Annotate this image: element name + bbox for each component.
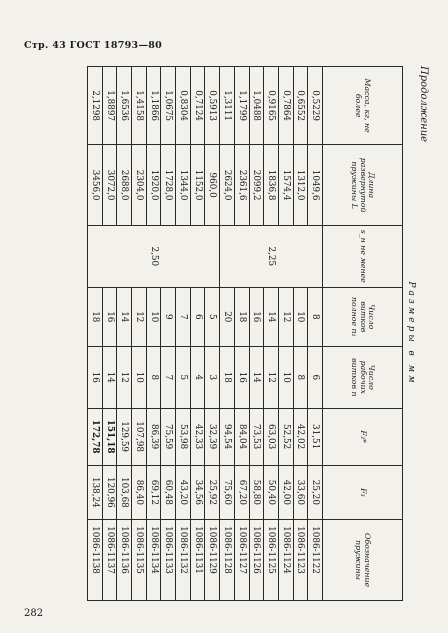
cell-length: 2361,6 (234, 145, 249, 226)
cell-f3: 75,60 (220, 465, 235, 520)
cell-length: 1152,0 (190, 145, 205, 226)
cell-mass: 0,7864 (278, 67, 293, 145)
cell-length: 960,0 (205, 145, 220, 226)
cell-n1: 5 (205, 287, 220, 346)
cell-mass: 0,6552 (293, 67, 308, 145)
page-header: Стр. 43 ГОСТ 18793—80 (24, 40, 163, 51)
cell-n1: 20 (220, 287, 235, 346)
cell-n: 10 (132, 346, 147, 408)
cell-n1: 16 (249, 287, 264, 346)
cell-n: 8 (293, 346, 308, 408)
cell-n: 16 (234, 346, 249, 408)
cell-f3-star: 84,04 (234, 408, 249, 465)
cell-code: 1086-1125 (264, 520, 279, 601)
table-row (205, 67, 220, 601)
cell-n: 6 (308, 346, 323, 408)
cell-length: 1920,0 (146, 145, 161, 226)
cell-f3-star: 73,53 (249, 408, 264, 465)
cell-length: 1344,0 (176, 145, 191, 226)
col-n1: Число витков полное n₁ (323, 287, 403, 346)
cell-length: 3456,0 (88, 145, 103, 226)
cell-length: 2624,0 (220, 145, 235, 226)
cell-f3-star: 42,02 (293, 408, 308, 465)
cell-length: 3072,0 (102, 145, 117, 226)
table-row (176, 67, 191, 601)
cell-code: 1086-1123 (293, 520, 308, 601)
cell-n1: 10 (146, 287, 161, 346)
cell-n1: 18 (88, 287, 103, 346)
cell-n1: 9 (161, 287, 176, 346)
cell-n1: 7 (176, 287, 191, 346)
cell-code: 1086-1128 (220, 520, 235, 601)
cell-f3: 33,60 (293, 465, 308, 520)
cell-mass: 1,8897 (102, 67, 117, 145)
cell-mass: 0,9165 (264, 67, 279, 145)
cell-mass: 1,1799 (234, 67, 249, 145)
cell-f3: 138,24 (88, 465, 103, 520)
cell-f3-star: 32,39 (205, 408, 220, 465)
cell-n: 12 (264, 346, 279, 408)
cell-length: 1574,4 (278, 145, 293, 226)
cell-f3: 69,12 (146, 465, 161, 520)
cell-f3: 103,68 (117, 465, 132, 520)
cell-length: 2099,2 (249, 145, 264, 226)
cell-f3-star: 151,18 (102, 408, 117, 465)
cell-f3: 120,96 (102, 465, 117, 520)
cell-mass: 1,1866 (146, 67, 161, 145)
table-row (132, 67, 147, 601)
table-row (146, 67, 161, 601)
table-row (190, 67, 205, 601)
cell-mass: 0,7124 (190, 67, 205, 145)
cell-s: 2,25 (220, 225, 323, 287)
cell-f3: 50,40 (264, 465, 279, 520)
cell-n1: 18 (234, 287, 249, 346)
table-row (117, 67, 132, 601)
cell-f3-star: 75,59 (161, 408, 176, 465)
cell-code: 1086-1126 (249, 520, 264, 601)
cell-f3-star: 31,51 (308, 408, 323, 465)
cell-f3-star: 52,52 (278, 408, 293, 465)
cell-f3-star: 107,98 (132, 408, 147, 465)
spring-table-container (87, 66, 417, 601)
cell-n1: 6 (190, 287, 205, 346)
page-number: 282 (24, 608, 44, 619)
cell-f3: 58,80 (249, 465, 264, 520)
table-row (88, 67, 103, 601)
cell-code: 1086-1131 (190, 520, 205, 601)
cell-n: 8 (146, 346, 161, 408)
cell-code: 1086-1137 (102, 520, 117, 601)
cell-length: 2688,0 (117, 145, 132, 226)
unit-title: Размеры в мм (403, 67, 418, 601)
cell-mass: 1,0488 (249, 67, 264, 145)
cell-code: 1086-1129 (205, 520, 220, 601)
col-mass: Масса, кг, не более (323, 67, 403, 145)
table-row (264, 67, 279, 601)
table-row (234, 67, 249, 601)
cell-code: 1086-1132 (176, 520, 191, 601)
cell-f3: 43,20 (176, 465, 191, 520)
cell-n1: 8 (308, 287, 323, 346)
cell-f3-star: 42,33 (190, 408, 205, 465)
cell-code: 1086-1124 (278, 520, 293, 601)
table-row (308, 67, 323, 601)
cell-code: 1086-1135 (132, 520, 147, 601)
cell-f3-star: 172,78 (88, 408, 103, 465)
cell-length: 1049,6 (308, 145, 323, 226)
cell-code: 1086-1134 (146, 520, 161, 601)
cell-n1: 14 (264, 287, 279, 346)
table-row (220, 67, 235, 601)
cell-mass: 2,1298 (88, 67, 103, 145)
cell-n: 16 (88, 346, 103, 408)
table-row (293, 67, 308, 601)
cell-f3-star: 86,39 (146, 408, 161, 465)
cell-code: 1086-1133 (161, 520, 176, 601)
col-f3-star: F₃* (323, 408, 403, 465)
cell-s: 2,50 (88, 225, 220, 287)
cell-mass: 1,0675 (161, 67, 176, 145)
cell-n: 12 (117, 346, 132, 408)
cell-n: 14 (102, 346, 117, 408)
cell-length: 1312,0 (293, 145, 308, 226)
cell-n: 10 (278, 346, 293, 408)
table-row (249, 67, 264, 601)
cell-n: 3 (205, 346, 220, 408)
cell-mass: 1,4158 (132, 67, 147, 145)
cell-f3: 60,48 (161, 465, 176, 520)
col-n: Число рабочих витков n (323, 346, 403, 408)
cell-n1: 10 (293, 287, 308, 346)
cell-f3: 25,20 (308, 465, 323, 520)
cell-f3-star: 94,54 (220, 408, 235, 465)
table-row (278, 67, 293, 601)
cell-length: 1836,8 (264, 145, 279, 226)
cell-n: 14 (249, 346, 264, 408)
cell-f3: 67,20 (234, 465, 249, 520)
cell-n: 5 (176, 346, 191, 408)
cell-n: 7 (161, 346, 176, 408)
cell-mass: 1,3111 (220, 67, 235, 145)
cell-mass: 0,8304 (176, 67, 191, 145)
table-row (161, 67, 176, 601)
cell-n1: 16 (102, 287, 117, 346)
cell-f3: 86,40 (132, 465, 147, 520)
continuation-label: Продолжение (418, 66, 429, 143)
cell-n1: 12 (132, 287, 147, 346)
cell-f3: 25,92 (205, 465, 220, 520)
cell-length: 2304,0 (132, 145, 147, 226)
cell-f3-star: 53,98 (176, 408, 191, 465)
col-length: Длина развернутой пружины L (323, 145, 403, 226)
cell-code: 1086-1127 (234, 520, 249, 601)
table-body (88, 67, 323, 601)
cell-code: 1086-1122 (308, 520, 323, 601)
cell-code: 1086-1136 (117, 520, 132, 601)
cell-f3: 34,56 (190, 465, 205, 520)
spring-table (87, 66, 417, 601)
col-f3: F₃ (323, 465, 403, 520)
cell-code: 1086-1138 (88, 520, 103, 601)
cell-n: 4 (190, 346, 205, 408)
table-row (102, 67, 117, 601)
cell-n1: 14 (117, 287, 132, 346)
cell-f3-star: 129,59 (117, 408, 132, 465)
cell-n: 18 (220, 346, 235, 408)
cell-mass: 0,5913 (205, 67, 220, 145)
col-code: Обозначение пружины (323, 520, 403, 601)
cell-f3: 42,00 (278, 465, 293, 520)
table-header-row (323, 67, 403, 601)
cell-length: 1728,0 (161, 145, 176, 226)
cell-mass: 1,6536 (117, 67, 132, 145)
cell-f3-star: 63,03 (264, 408, 279, 465)
cell-n1: 12 (278, 287, 293, 346)
cell-mass: 0,5229 (308, 67, 323, 145)
col-s: s_н не менее (323, 225, 403, 287)
